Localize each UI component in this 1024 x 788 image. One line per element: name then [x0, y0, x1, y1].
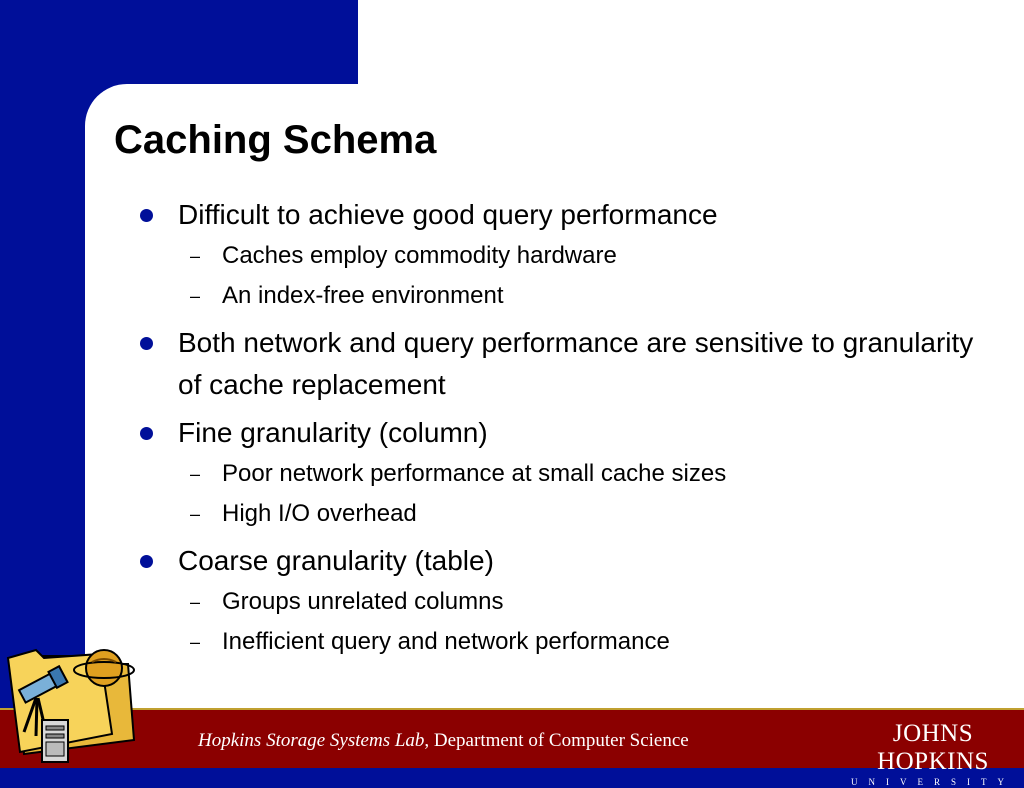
bullet-text: Fine granularity (column) — [178, 417, 488, 448]
sub-bullet-item — [138, 236, 998, 276]
sub-bullet-text: Poor network performance at small cache sizes — [222, 460, 727, 487]
sub-bullet-text: Inefficient query and network performance — [222, 628, 670, 655]
footer-credit — [198, 730, 689, 752]
sub-bullet-item — [138, 454, 998, 494]
dash-icon: – — [190, 632, 201, 652]
footer-bar — [0, 708, 1024, 787]
bullet-dot-icon — [140, 337, 153, 350]
bullet-dot-icon — [140, 427, 153, 440]
sub-bullet-item — [138, 622, 998, 662]
dash-icon: – — [190, 464, 201, 484]
footer-department: , Department of Computer Science — [424, 730, 689, 751]
sub-bullet-item — [138, 276, 998, 316]
footer-lab-name: Hopkins Storage Systems Lab — [198, 730, 425, 751]
bullet-text: Difficult to achieve good query performance — [178, 199, 718, 230]
sub-bullet-text: An index-free environment — [222, 282, 504, 309]
bullet-text: Both network and query performance are sensitive to granularity of cache replacement — [178, 327, 974, 400]
folder-clipart-icon — [0, 628, 150, 768]
bullet-list — [138, 194, 998, 662]
dash-icon: – — [190, 592, 201, 612]
bullet-item — [138, 322, 998, 406]
bullet-text: Coarse granularity (table) — [178, 545, 494, 576]
sub-bullet-item — [138, 494, 998, 534]
bullet-item — [138, 540, 998, 582]
logo-name: JOHNS HOPKINS — [877, 720, 989, 775]
logo-university: UNIVERSITY — [851, 777, 1015, 787]
bullet-dot-icon — [140, 209, 153, 222]
sub-bullet-text: High I/O overhead — [222, 500, 417, 527]
top-white-area — [358, 0, 1024, 84]
dash-icon: – — [190, 286, 201, 306]
bullet-item — [138, 194, 998, 236]
sub-bullet-text: Groups unrelated columns — [222, 588, 504, 615]
dash-icon: – — [190, 504, 201, 524]
university-logo — [842, 720, 1024, 788]
bullet-dot-icon — [140, 555, 153, 568]
sub-bullet-text: Caches employ commodity hardware — [222, 242, 617, 269]
slide-title: Caching Schema — [114, 118, 437, 162]
sub-bullet-item — [138, 582, 998, 622]
computer-tower-icon — [42, 720, 68, 762]
bullet-item — [138, 412, 998, 454]
dash-icon: – — [190, 246, 201, 266]
